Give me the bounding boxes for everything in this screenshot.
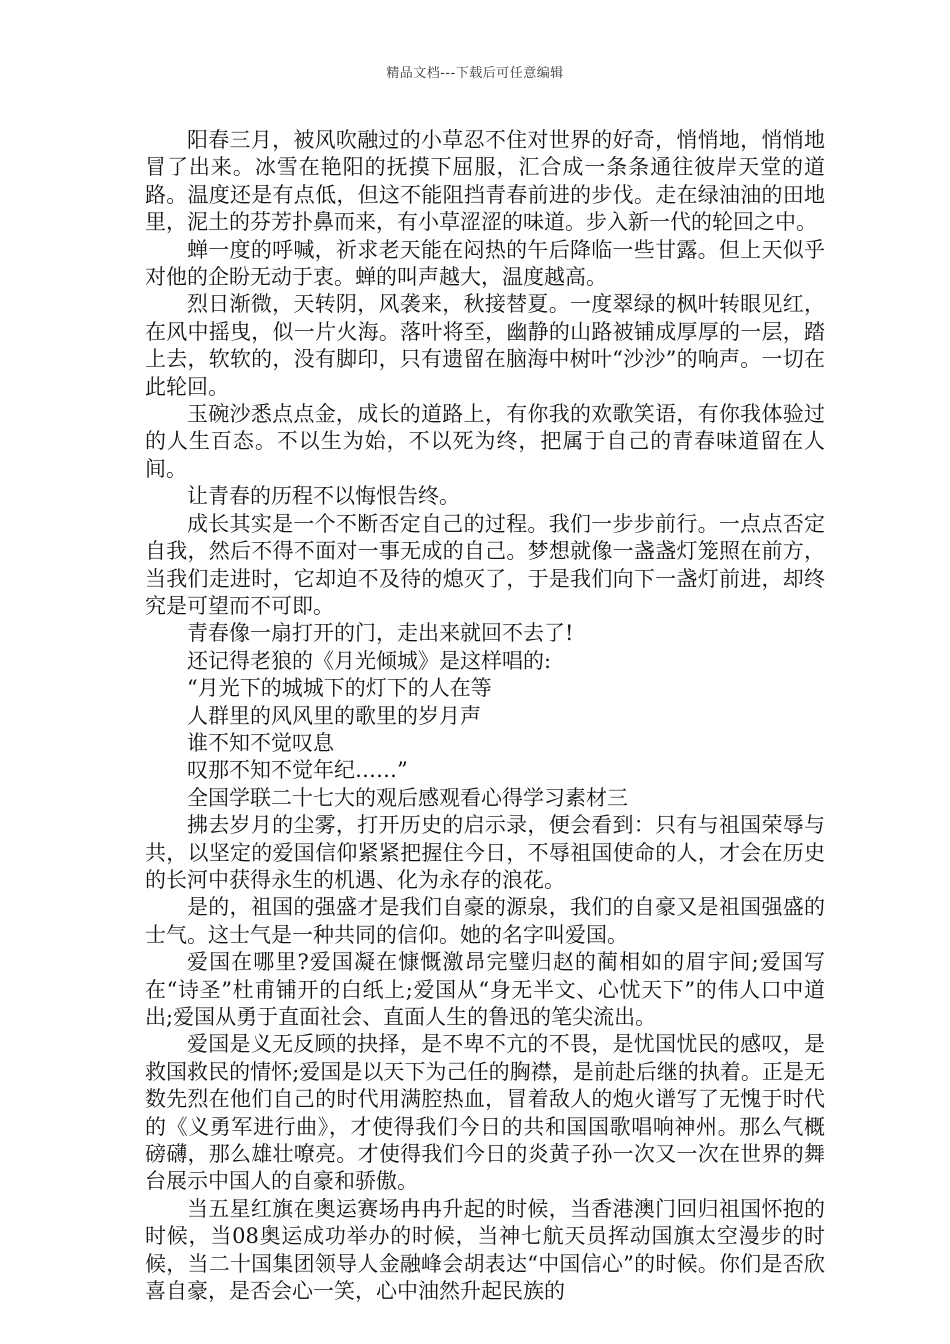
paragraph: 玉碗沙悉点点金，成长的道路上，有你我的欢歌笑语，有你我体验过的人生百态。不以生为始，不以死为终，把属于自己的青春味道留在人间。 <box>145 402 825 481</box>
page-header: 精品文档---下载后可任意编辑 <box>386 66 564 81</box>
paragraph: 蝉一度的呼喊，祈求老天能在闷热的午后降临一些甘露。但上天似乎对他的企盼无动于衷。蝉的叫声越大，温度越高。 <box>145 237 825 290</box>
lyric-line: 谁不知不觉叹息 <box>187 730 334 755</box>
paragraph: 爱国在哪里?爱国凝在慷慨激昂完璧归赵的蔺相如的眉宇间;爱国写在“诗圣”杜甫铺开的白纸上;爱国从“身无半文、心忧天下”的伟人口中道出;爱国从勇于直面社会、直面人生的鲁迅的笔尖流出。 <box>145 950 825 1029</box>
paragraph: 青春像一扇打开的门，走出来就回不去了! <box>187 621 574 646</box>
paragraph: 成长其实是一个不断否定自己的过程。我们一步步前行。一点点否定自我，然后不得不面对一事无成的自己。梦想就像一盏盏灯笼照在前方，当我们走进时，它却迫不及待的熄灭了，于是我们向下一盏灯前进，却终究是可望而不可即。 <box>145 511 825 618</box>
document-body <box>145 127 825 1305</box>
paragraph: 烈日渐微，天转阴，风袭来，秋接替夏。一度翠绿的枫叶转眼见红，在风中摇曳，似一片火海。落叶将至，幽静的山路被铺成厚厚的一层，踏上去，软软的，没有脚印，只有遗留在脑海中树叶“沙沙”的响声。一切在此轮回。 <box>145 292 825 399</box>
paragraph: 是的，祖国的强盛才是我们自豪的源泉，我们的自豪又是祖国强盛的士气。这士气是一种共同的信仰。她的名字叫爱国。 <box>145 895 825 947</box>
paragraph: 拂去岁月的尘雾，打开历史的启示录，便会看到：只有与祖国荣辱与共，以坚定的爱国信仰紧紧把握住今日，不辱祖国使命的人，才会在历史的长河中获得永生的机遇、化为永存的浪花。 <box>145 813 825 892</box>
paragraph: 还记得老狼的《月光倾城》是这样唱的: <box>187 648 552 673</box>
lyric-line: 人群里的风风里的歌里的岁月声 <box>187 703 481 728</box>
paragraph: 当五星红旗在奥运赛场冉冉升起的时候，当香港澳门回归祖国怀抱的时候，当08奥运成功举办的时候，当神七航天员挥动国旗太空漫步的时候，当二十国集团领导人金融峰会胡表达“中国信心”的时候。你们是否欣喜自豪，是否会心一笑，心中油然升起民族的 <box>145 1196 825 1304</box>
lyric-line: “月光下的城城下的灯下的人在等 <box>187 676 492 701</box>
paragraph: 让青春的历程不以悔恨告终。 <box>187 484 460 509</box>
paragraph: 阳春三月，被风吹融过的小草忍不住对世界的好奇，悄悄地，悄悄地冒了出来。冰雪在艳阳的抚摸下屈服，汇合成一条条通往彼岸天堂的道路。温度还是有点低，但这不能阻挡青春前进的步伐。走在绿油油的田地里，泥土的芬芳扑鼻而来，有小草涩涩的味道。步入新一代的轮回之中。 <box>145 128 825 235</box>
paragraph: 爱国是义无反顾的抉择，是不卑不亢的不畏，是忧国忧民的感叹，是救国救民的情怀;爱国是以天下为己任的胸襟，是前赴后继的执着。正是无数先烈在他们自己的时代用满腔热血，冒着敌人的炮火谱写了无愧于时代的《义勇军进行曲》，才使得我们今日的共和国国歌唱响神州。那么气概磅礴，那么雄壮嘹亮。才使得我们今日的炎黄子孙一次又一次在世界的舞台展示中国人的自豪和骄傲。 <box>145 1032 825 1194</box>
lyric-line: 叹那不知不觉年纪……” <box>187 758 408 783</box>
section-title: 全国学联二十七大的观后感观看心得学习素材三 <box>187 785 628 810</box>
